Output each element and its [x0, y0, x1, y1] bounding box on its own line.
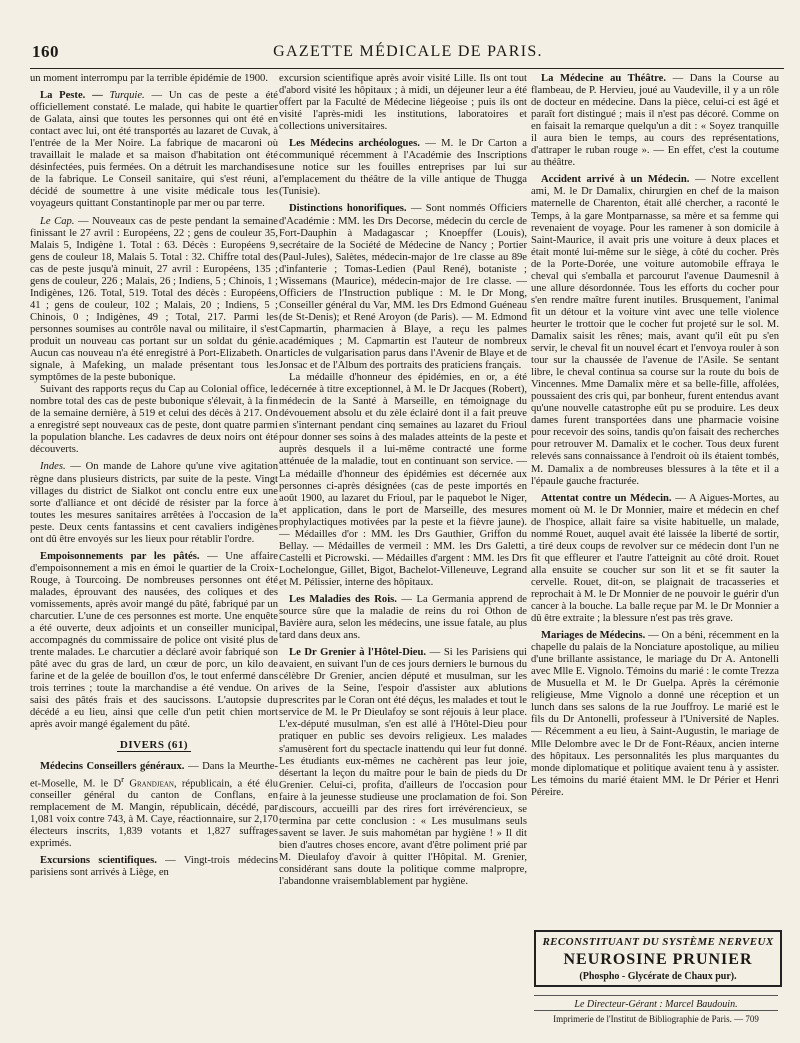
text-conseillers-a: — Dans la Meurthe-et-Moselle, M. le D: [30, 760, 279, 790]
page-number: 160: [32, 42, 59, 61]
article-grenier: [279, 647, 527, 888]
heading-conseillers: Médecins Conseillers généraux.: [40, 760, 185, 772]
article-peste-cap-2: Suivant des rapports reçus du Cap au Colonial office, le nombre total des cas de peste bubonique s'élevait, à la fin de la semaine dernière, à 519 et celui des décès à 217. On a enregistré sept nouveaux cas de peste, dont quatre parmi la population blanche. Les cadavres de deux noirs ont été découverts.: [30, 384, 278, 456]
article-theatre: [531, 73, 779, 169]
text-conseillers-b: , républicain, a été élu conseiller général du canton de Conflans, en remplacement de M. Mangin, républicain, décédé, par 1,081 voix contre 743, à M. Caye, réactionnaire, sur 2,170 électeurs inscrits, 1,839 votants et 1,827 suffrages exprimés.: [30, 778, 278, 850]
footer-imprimerie: Imprimerie de l'Institut de Bibliographie de Paris. — 709: [534, 1010, 778, 1024]
article-empoisonnements: [30, 551, 278, 732]
text-distinctions: — Sont nommés Officiers d'Académie : MM. les Drs Decorse, médecin du cercle de Fort-Dauphin à Madagascar ; Knoepffer (Louis), secrétaire de la Société de Médecine de Nancy ; Portier (Paul-Jules), Salètes, médecin-major de 1re classe au 89e d'infanterie ; Tomas-Ledien (Paul René), botaniste ; Wissemans (Maurice), médecin-major de 1re classe. — Officiers de l'Instruction publique : M. le Dr Mong, Conseiller général du Var, MM. les Drs Edmond Guéneau (de St-Denis); et René Aroyon (de Paris). — M. Edmond Capmartin, pharmacien à Blaye, a reçu les palmes académiques ; M. Capmartin est l'auteur de nombreux articles de vulgarisation parus dans l'Avenir de Blaye et de Jonsac et de l'Album des portraits des praticiens français.: [279, 203, 527, 372]
article-accident: [531, 174, 779, 487]
text-attentat: — A Aigues-Mortes, au moment où M. le Dr Monnier, maire et médecin en chef de l'hospice, allait faire sa visite habituelle, un malade, nommé Rouet, auquel avait été laissée la liberté de sortir, a tiré deux coups de revolver sur ce médecin dont l'un ne fit que effleurer et l'autre l'atteignit au côté droit. Rouet alla ensuite se coucher sur son lit et se fit sauter la cervelle. Rouet, dit-on, se plaignait de tracasseries et reprochait à M. le Dr Monnier de ne pouvoir le guérir d'un cancer à la bouche. La balle reçue par M. le Dr Monnier a dû être extraite ; la blessure n'est pas très grave.: [531, 492, 779, 625]
text-maladies-rois: — La Germania apprend de source sûre que la maladie de reins du roi Othon de Bavière aura, selon les médecins, une issue fatale, au plus tard dans deux ans.: [279, 593, 527, 642]
column-2: [279, 73, 527, 888]
section-heading-peste: La Peste. —: [40, 90, 110, 102]
heading-attentat: Attentat contre un Médecin.: [541, 492, 672, 504]
article-excursions: [30, 855, 278, 879]
heading-archeologues: Les Médecins archéologues.: [289, 138, 420, 150]
article-peste-turquie: [30, 90, 278, 210]
journal-title: GAZETTE MÉDICALE DE PARIS.: [273, 43, 543, 60]
heading-theatre: La Médecine au Théâtre.: [541, 73, 667, 84]
page-header: [32, 42, 784, 66]
heading-mariages: Mariages de Médecins.: [541, 630, 646, 642]
subhead-cap: Le Cap.: [40, 215, 75, 227]
heading-empoisonnements: Empoisonnements par les pâtés.: [40, 550, 200, 562]
advertisement-box: [534, 930, 782, 987]
column-3: [531, 73, 779, 799]
text-theatre: — Dans la Course au flambeau, de P. Hervieu, joué au Vaudeville, il y a un rôle de docteur en médecine. Dans la pièce, celui-ci est âgé et paraît fort distingué ; mais il n'est pas décoré. Comme on en faisait la remarque quelqu'un a dit : « Soyez tranquille il aura bien le temps, au cours des représentations, d'attraper le ruban rouge ». — En effet, c'est la coutume au théâtre.: [531, 73, 779, 169]
name-grandjean: Grandjean: [124, 778, 174, 790]
text-empoisonnements: — Une affaire d'empoisonnement a mis en émoi le quartier de la Croix-Rouge, à Tourcoing. De nombreuses personnes ont été malades, éprouvant des nausées, des coliques et des vomissements, après avoir mangé du pâté, fabriqué par un charcutier. L'une de ces personnes est morte. Une enquête a été ouverte, deux adjoints et un conseiller municipal, accompagnés du commissaire de police ont visité plus de trente malades. Le charcutier a déclaré avoir fabriqué son pâté avec du gras de lard, un cœur de porc, un kilo de farine et de la gelée de bouillon d'os, le tout enfermé dans trois terrines ; toute la marchandise a été vendue. On a saisi des pâtés frais et des saucissons. L'autopsie du décédé a eu lieu, ainsi que celle d'un petit chien mort après avoir mangé également du pâté.: [30, 550, 278, 731]
text-grenier: — Si les Parisiens qui avaient, en suivant l'un de ces jours derniers le burnous du célèbre Dr Grenier, ancien député et musulman, sur les rives de la Seine, l'espoir d'assister aux ablutions prescrites par le Coran ont été déçus, les malades et tout le service de M. le Pr Dieulafoy se sont réjouis à leur place. L'ex-député musulman, s'en est allé à l'Hôtel-Dieu pour pratiquer en public ses devoirs religieux. Les malades s'amusèrent fort du spectacle inattendu qui leur fut donné. Les étudiants eux-mêmes ne cachèrent pas leur joie, désertant la leçon du maître pour le bain de pieds du Dr Grenier. Celui-ci, profita, d'ailleurs de l'occasion pour faire à la jeunesse studieuse une proclamation de foi. Son discours, accueilli par des rires fort irrévérencieux, se termina par cette conclusion : « Les musulmans seuls savent se laver. Je suis mahométan par hygiène ! » Il dit bien d'autres choses encore, avant d'être poliment prié par M. Dieulafoy d'avoir à quitter l'Hôpital. M. Grenier, considérant sans doute la politique comme malpropre, l'abandonne vraisemblablement par hygiène.: [279, 647, 528, 888]
heading-grenier: Le Dr Grenier à l'Hôtel-Dieu.: [289, 647, 427, 659]
text-indes: — On mande de Lahore qu'une vive agitation règne dans plusieurs districts, par suite de la peste. Vingt villages du district de Sialkot ont conclu entre eux une sorte d'alliance et ont décidé de résister par la force à toutes les mesures sanitaires arrêtées à l'occasion de la peste. Deux cents fantassins et cent cavaliers indigènes ont dû être envoyés sur les lieux pour rétablir l'ordre.: [30, 461, 278, 545]
text-turquie: — Un cas de peste a été officiellement constaté. Le malade, qui habite le quartier de Galata, ainsi que toutes les personnes qui ont été en contact avec lui, ont été transportés au lazaret de Cuvak, à l'entrée de la Mer Noire. La fabrique de macaroni où travaillait le malade et sa maison d'habitation ont été désinfectées, puis fermées. On a détruit les marchandises de la fabrique. Le Conseil sanitaire, qui s'est réuni, a décidé de soumettre à une visite médicale tous les voyageurs quittant Constantinople par mer ou par terre.: [30, 90, 278, 210]
article-maladies-rois: [279, 594, 527, 642]
article-peste-indes: [30, 461, 278, 545]
ad-tagline: RECONSTITUANT DU SYSTÈME NERVEUX: [542, 936, 774, 948]
paragraph-continuation: un moment interrompu par la terrible épidémie de 1900.: [30, 73, 268, 84]
subhead-indes: Indes.: [40, 461, 66, 473]
article-conseillers: [30, 761, 278, 851]
heading-maladies-rois: Les Maladies des Rois.: [289, 593, 397, 605]
doctor-abbrev-sup: r: [121, 773, 125, 784]
article-distinctions: [279, 203, 527, 372]
article-mariages: [531, 630, 779, 799]
article-peste-cap: [30, 216, 278, 385]
footer-gerant: Le Directeur-Gérant : Marcel Baudouin.: [534, 995, 778, 1010]
divers-label: DIVERS (61): [117, 739, 191, 752]
text-cap: — Nouveaux cas de peste pendant la semaine finissant le 27 avril : Européens, 22 ; gens de couleur 35, Malais 5, Indigène 1. Total : 63. Décès : Européens 9, gens de couleur 18, Malais 5. Total : 32. Chiffre total des cas de peste jusqu'à minuit, 27 avril : Européens, 135 ; gens de couleur, 226 ; Malais, 26 ; Indiens, 5 ; Chinois, 1 ; Indigènes, 126. Total, 519. Total des décès : Européens, 41 ; gens de couleur, 102 ; Malais, 20 ; Indiens, 5 ; Chinois, 0 ; Indigènes, 49 ; Total, 217. Parmi les personnes soumises au contrôle naval ou militaire, il s'est produit un nouveau cas portant sur un soldat du génie. Aucun cas nouveau n'a été enregistré à Port-Elizabeth. On signale, à Mafeking, un malade présentant tous les symptômes de la peste bubonique.: [30, 215, 278, 384]
subhead-turquie: Turquie.: [109, 90, 145, 102]
text-mariages: — On a béni, récemment en la chapelle du palais de la Nonciature apostolique, au milieu d'une brillante assistance, le mariage du Dr A. Antonelli avec Mlle E. Vignolo. Témoins du marié : le comte Trezza de Musuella et M. le Dr Guelpa. Après la cérémonie religieuse, Mme Vignolo a donné une réception et un lunch dans ses salons de la rue Jouffroy. Le marié est le fils du Dr Antonelli, professeur à l'Université de Naples. — Récemment a eu lieu, à Saint-Augustin, le mariage de Mlle Delombre avec le Dr de Font-Réaux, ancien interne des hôpitaux. Les personnalités les plus marquantes du monde diplomatique et politique avaient tenu à y assister. Les témoins du marié étaient MM. le Dr Périer et Henri Péreire.: [531, 630, 779, 798]
text-accident: — Notre excellent ami, M. le Dr Damalix, chirurgien en chef de la maison maternelle de Charenton, était allé chercher, a raconté le Temps, à la gare Montparnasse, sa mère et sa femme qui revenaient de voyage. Pour les ramener à son domicile à Saint-Maurice, il avait pris une voiture à deux places et était monté lui-même sur le siège, à côté du cocher. Près de la Porte-Dorée, une voiture automobile effraya le cheval qui s'emballa et parcourut l'avenue Daumesnil à une allure désordonnée. Tous les efforts du cocher pour s'en rendre maître furent inutiles. Brusquement, l'animal fit un détour et la voiture vint avec une telle violence heurter le trottoir que le cocher fut projeté sur le sol. M. Damalix saisit les rênes; mais, avant qu'il eût pu s'en servir, le cheval fit un nouvel écart et l'envoya rouler à son tour sur la chaussée de l'avenue de l'Asile. Se sentant libre, le cheval continua sa course sur la route du bois de Vincennes. Mme Damalix mère et sa belle-fille, affolées, poussaient des cris qui, par bonheur, furent entendus avant qu'une nouvelle catastrophe eût pu se produire. Les deux dames furent transportées dans une pharmacie voisine pour recevoir des soins, tandis qu'on faisait des recherches pour retrouver M. Damalix et le cocher. Tous deux furent relevés sans connaissance à l'endroit où ils étaient tombés, M. Damalix a de nombreuses blessures à la tête et il a l'épaule gauche fracturée.: [531, 174, 779, 487]
heading-accident: Accident arrivé à un Médecin.: [541, 174, 690, 186]
ad-product-detail: (Phospho - Glycérate de Chaux pur).: [579, 971, 737, 982]
article-archeologues: [279, 138, 527, 198]
article-medaille: La médaille d'honneur des épidémies, en or, a été décernée à titre exceptionnel, à M. le Dr Jacques (Robert), médecin de la Santé à Marseille, en témoignage du dévouement absolu et du zèle éclairé dont il a fait preuve en s'internant pendant cinq semaines au lazaret du Frioul pour donner ses soins à des malades atteints de la peste et auprès desquels il a lui-même contracté une forme atténuée de la maladie, tout en continuant son service. — La médaille d'honneur des épidémies est décernée aux personnes ci-après désignées (cas de peste importés en août 1900, au lazaret du Frioul, par le paquebot le Niger, et application, dans le port de Marseille, des mesures prophylactiques motivées par la peste et la fièvre jaune). — Médailles d'or : MM. les Drs Gauthier, Griffon du Bellay. — Médailles de vermeil : MM. les Drs Galetti, Castelli et Picrowski. — Médailles d'argent : MM. les Drs Lochelongue, Gillet, Bigot, Bachelot-Villeneuve, Legrand et M. Pélissier, interne des hôpitaux.: [279, 372, 527, 588]
text-excursions: — Vingt-trois médecins parisiens sont arrivés à Liège, en: [30, 855, 278, 879]
header-rule: [30, 68, 784, 69]
ad-product-name: NEUROSINE PRUNIER: [563, 951, 753, 968]
text-archeologues: — M. le Dr Carton a communiqué récemment à l'Académie des Inscriptions une notice sur les fouilles entreprises par lui sur l'emplacement du théâtre de la ville antique de Thugga (Tunisie).: [279, 138, 527, 198]
heading-excursions: Excursions scientifiques.: [40, 855, 157, 867]
divers-heading: [30, 739, 278, 752]
article-attentat: [531, 493, 779, 626]
heading-distinctions: Distinctions honorifiques.: [289, 203, 407, 215]
paragraph-excursions-cont: excursion scientifique après avoir visité Lille. Ils ont tout d'abord visité les hôpitaux ; à midi, un déjeuner leur a été offert par la Faculté de Médecine liégeoise ; puis ils ont visité l'après-midi les institutions, laboratoires et collections universitaires.: [279, 73, 527, 133]
column-1: [30, 73, 278, 879]
